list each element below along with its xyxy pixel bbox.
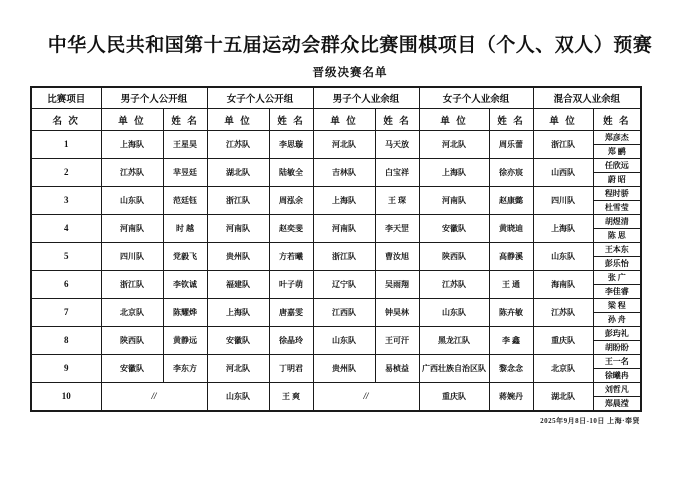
unit-cell-men-open: 河南队	[101, 215, 163, 243]
group-header-women-open: 女子个人公开组	[207, 87, 313, 109]
name-cell-mixed-doubles-2: 孙 舟	[593, 313, 641, 327]
name-header-mixed-doubles: 姓 名	[593, 109, 641, 131]
unit-cell-women-open: 江苏队	[207, 131, 269, 159]
unit-cell-men-amateur: 吉林队	[313, 159, 375, 187]
name-cell-men-open: 王星昊	[163, 131, 207, 159]
page-title: 中华人民共和国第十五届运动会群众比赛围棋项目（个人、双人）预赛	[47, 35, 653, 56]
unit-cell-men-amateur: 贵州队	[313, 355, 375, 383]
rank-header: 名 次	[31, 109, 101, 131]
name-cell-men-amateur: 王可汗	[375, 327, 419, 355]
table-row	[31, 383, 641, 397]
name-cell-men-amateur: 曹汝旭	[375, 243, 419, 271]
table-row	[31, 159, 641, 173]
unit-cell-women-amateur: 安徽队	[419, 215, 489, 243]
rank-cell: 8	[31, 327, 101, 355]
name-cell-men-open: 陈耀烨	[163, 299, 207, 327]
unit-header-men-amateur: 单 位	[313, 109, 375, 131]
name-cell-women-open: 方若曦	[269, 243, 313, 271]
unit-cell-women-amateur: 江苏队	[419, 271, 489, 299]
name-cell-women-amateur: 赵康懿	[489, 187, 533, 215]
unit-cell-women-open: 山东队	[207, 383, 269, 412]
name-cell-women-amateur: 黎念念	[489, 355, 533, 383]
corner-header: 比赛项目	[31, 87, 101, 109]
name-cell-men-open: 黄静远	[163, 327, 207, 355]
name-cell-mixed-doubles-1: 彭玙礼	[593, 327, 641, 341]
unit-cell-men-amateur: 江西队	[313, 299, 375, 327]
name-cell-men-open: 李钦诚	[163, 271, 207, 299]
table-row	[31, 187, 641, 201]
group-header-women-amateur: 女子个人业余组	[419, 87, 533, 109]
name-cell-mixed-doubles-2: 李佳睿	[593, 285, 641, 299]
name-cell-women-amateur: 周乐蕾	[489, 131, 533, 159]
table-row	[31, 271, 641, 285]
unit-cell-men-amateur: 河北队	[313, 131, 375, 159]
name-cell-women-amateur: 王 通	[489, 271, 533, 299]
name-cell-mixed-doubles-2: 胡盼盼	[593, 341, 641, 355]
unit-cell-women-amateur: 山东队	[419, 299, 489, 327]
unit-cell-women-open: 福建队	[207, 271, 269, 299]
name-cell-men-open: 李东方	[163, 355, 207, 383]
name-cell-mixed-doubles-2: 彭乐怡	[593, 257, 641, 271]
name-cell-women-open: 周泓余	[269, 187, 313, 215]
unit-cell-women-open: 安徽队	[207, 327, 269, 355]
rank-cell: 7	[31, 299, 101, 327]
group-header-men-open: 男子个人公开组	[101, 87, 207, 109]
unit-cell-women-amateur: 河北队	[419, 131, 489, 159]
name-cell-men-amateur: 李天罡	[375, 215, 419, 243]
name-cell-mixed-doubles-2: 陈 思	[593, 229, 641, 243]
unit-cell-mixed-doubles: 浙江队	[533, 131, 593, 159]
unit-cell-men-open: 上海队	[101, 131, 163, 159]
rank-cell: 9	[31, 355, 101, 383]
unit-cell-men-open: 江苏队	[101, 159, 163, 187]
column-header-row	[31, 109, 641, 131]
name-cell-women-open: 王 爽	[269, 383, 313, 412]
name-cell-men-amateur: 吴雨翔	[375, 271, 419, 299]
name-cell-women-open: 赵奕斐	[269, 215, 313, 243]
name-cell-women-open: 叶子萌	[269, 271, 313, 299]
unit-cell-mixed-doubles: 四川队	[533, 187, 593, 215]
unit-cell-men-open: 四川队	[101, 243, 163, 271]
unit-cell-women-open: 上海队	[207, 299, 269, 327]
unit-cell-men-amateur: 山东队	[313, 327, 375, 355]
unit-cell-women-amateur: 陕西队	[419, 243, 489, 271]
rank-cell: 6	[31, 271, 101, 299]
name-cell-women-open: 李思璇	[269, 131, 313, 159]
name-cell-mixed-doubles-1: 刘哲凡	[593, 383, 641, 397]
event-date-location: 2025年9月8日-10日 上海·奉贤	[540, 417, 640, 425]
unit-cell-mixed-doubles: 北京队	[533, 355, 593, 383]
name-cell-mixed-doubles-2: 郑 鹂	[593, 145, 641, 159]
table-row	[31, 215, 641, 229]
unit-cell-mixed-doubles: 海南队	[533, 271, 593, 299]
unit-cell-men-amateur: 浙江队	[313, 243, 375, 271]
group-header-men-amateur: 男子个人业余组	[313, 87, 419, 109]
name-cell-mixed-doubles-1: 胡煜清	[593, 215, 641, 229]
unit-cell-men-amateur: 上海队	[313, 187, 375, 215]
name-cell-mixed-doubles-1: 任欣远	[593, 159, 641, 173]
name-cell-men-amateur: 易桢益	[375, 355, 419, 383]
unit-cell-women-amateur: 黑龙江队	[419, 327, 489, 355]
name-cell-mixed-doubles-1: 程时骄	[593, 187, 641, 201]
rank-cell: 1	[31, 131, 101, 159]
table-row	[31, 327, 641, 341]
name-cell-women-open: 唐嘉雯	[269, 299, 313, 327]
unit-cell-mixed-doubles: 重庆队	[533, 327, 593, 355]
name-cell-men-open: 时 越	[163, 215, 207, 243]
unit-cell-women-open: 贵州队	[207, 243, 269, 271]
name-cell-mixed-doubles-1: 郑彦杰	[593, 131, 641, 145]
name-cell-mixed-doubles-1: 王一名	[593, 355, 641, 369]
unit-cell-men-open: 浙江队	[101, 271, 163, 299]
unit-cell-women-open: 湖北队	[207, 159, 269, 187]
name-cell-men-open: 党毅飞	[163, 243, 207, 271]
unit-header-women-amateur: 单 位	[419, 109, 489, 131]
rank-cell: 5	[31, 243, 101, 271]
name-cell-men-amateur: 王 琛	[375, 187, 419, 215]
name-cell-men-open: 范廷钰	[163, 187, 207, 215]
name-cell-women-amateur: 李 鑫	[489, 327, 533, 355]
table-row	[31, 131, 641, 145]
group-header-row	[31, 87, 641, 109]
unit-cell-men-amateur: 辽宁队	[313, 271, 375, 299]
unit-cell-women-open: 河南队	[207, 215, 269, 243]
name-header-men-amateur: 姓 名	[375, 109, 419, 131]
unit-cell-women-open: 河北队	[207, 355, 269, 383]
name-cell-men-amateur: 白宝祥	[375, 159, 419, 187]
name-header-women-open: 姓 名	[269, 109, 313, 131]
name-header-women-amateur: 姓 名	[489, 109, 533, 131]
table-row	[31, 355, 641, 369]
table-body	[31, 131, 641, 412]
table-row	[31, 299, 641, 313]
unit-cell-women-amateur: 河南队	[419, 187, 489, 215]
unit-cell-mixed-doubles: 山东队	[533, 243, 593, 271]
group-header-mixed-doubles: 混合双人业余组	[533, 87, 641, 109]
name-cell-mixed-doubles-1: 梁 程	[593, 299, 641, 313]
name-cell-mixed-doubles-2: 郑晨滢	[593, 397, 641, 412]
name-cell-men-open: 芈昱廷	[163, 159, 207, 187]
unit-header-women-open: 单 位	[207, 109, 269, 131]
unit-cell-men-open: 山东队	[101, 187, 163, 215]
unit-header-men-open: 单 位	[101, 109, 163, 131]
rank-cell: 2	[31, 159, 101, 187]
unit-cell-men-amateur: 河南队	[313, 215, 375, 243]
unit-cell-mixed-doubles: 上海队	[533, 215, 593, 243]
rank-cell: 4	[31, 215, 101, 243]
merged-cell-men-open: //	[101, 383, 207, 412]
name-cell-women-amateur: 高静溪	[489, 243, 533, 271]
unit-cell-women-amateur: 广西壮族自治区队	[419, 355, 489, 383]
table-row	[31, 243, 641, 257]
name-cell-women-open: 徐晶玲	[269, 327, 313, 355]
name-cell-women-open: 陆敏全	[269, 159, 313, 187]
name-header-men-open: 姓 名	[163, 109, 207, 131]
unit-cell-women-open: 浙江队	[207, 187, 269, 215]
name-cell-men-amateur: 钟昊林	[375, 299, 419, 327]
name-cell-mixed-doubles-2: 杜雪莹	[593, 201, 641, 215]
name-cell-women-amateur: 徐亦宸	[489, 159, 533, 187]
name-cell-women-amateur: 黄晓迪	[489, 215, 533, 243]
name-cell-men-amateur: 马天放	[375, 131, 419, 159]
merged-cell-men-amateur: //	[313, 383, 419, 412]
name-cell-mixed-doubles-1: 王本东	[593, 243, 641, 257]
qualifiers-table	[30, 86, 642, 412]
unit-cell-women-amateur: 上海队	[419, 159, 489, 187]
unit-header-mixed-doubles: 单 位	[533, 109, 593, 131]
name-cell-women-open: 丁明君	[269, 355, 313, 383]
name-cell-mixed-doubles-2: 蔚 昭	[593, 173, 641, 187]
name-cell-mixed-doubles-1: 张 广	[593, 271, 641, 285]
page-subtitle: 晋级决赛名单	[312, 67, 388, 79]
unit-cell-mixed-doubles: 山西队	[533, 159, 593, 187]
name-cell-women-amateur: 陈卉敏	[489, 299, 533, 327]
unit-cell-men-open: 安徽队	[101, 355, 163, 383]
rank-cell: 10	[31, 383, 101, 412]
unit-cell-mixed-doubles: 江苏队	[533, 299, 593, 327]
unit-cell-mixed-doubles: 湖北队	[533, 383, 593, 412]
unit-cell-men-open: 北京队	[101, 299, 163, 327]
unit-cell-men-open: 陕西队	[101, 327, 163, 355]
name-cell-women-amateur: 蒋婉丹	[489, 383, 533, 412]
name-cell-mixed-doubles-2: 徐曦冉	[593, 369, 641, 383]
rank-cell: 3	[31, 187, 101, 215]
unit-cell-women-amateur: 重庆队	[419, 383, 489, 412]
